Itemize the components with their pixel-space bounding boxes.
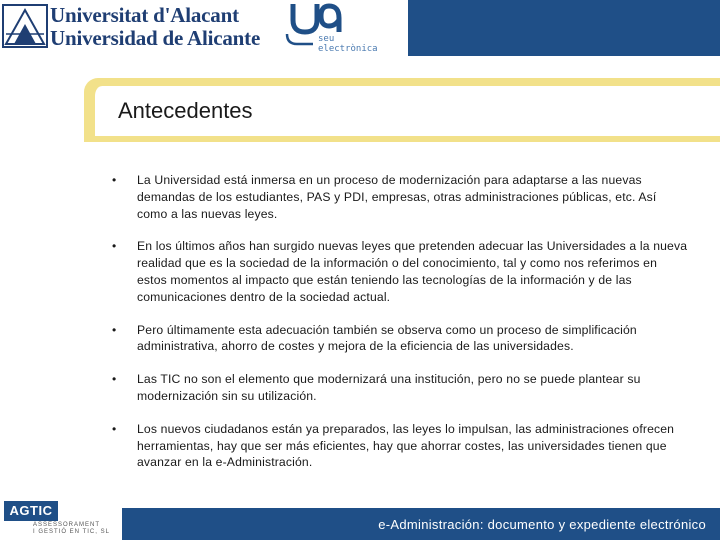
list-item-text: La Universidad está inmersa en un proceso de modernización para adaptarse a las nuevas demandas de los estudiantes, PAS y PDI, empresas, otras administraciones públicas, etc. Así como a las nuevas leyes. bbox=[137, 173, 657, 221]
list-item bbox=[112, 172, 688, 222]
list-item-text: Pero últimamente esta adecuación también se observa como un proceso de simplificación administrativa, ahorro de costes y mejora de la eficiencia de las universidades. bbox=[137, 322, 637, 354]
bullet-icon: • bbox=[112, 421, 117, 436]
agtic-subtext-line2: I GESTIÓ EN TIC, SL bbox=[33, 529, 110, 535]
list-item-text: Los nuevos ciudadanos están ya preparados, las leyes lo impulsan, las administraciones ofrecen herramientas, hay que ser más eficientes, hay que ahorrar costes, las universidades tienen que avanzar en la e-Administración. bbox=[137, 421, 675, 470]
bullet-icon: • bbox=[112, 173, 117, 187]
slide-title: Antecedentes bbox=[118, 98, 253, 123]
bullet-icon: • bbox=[112, 372, 117, 387]
sede-line1: seu bbox=[318, 34, 335, 44]
list-item bbox=[112, 238, 688, 305]
list-item bbox=[112, 421, 688, 471]
footer-band bbox=[122, 508, 720, 540]
university-name-line2: Universidad de Alicante bbox=[50, 26, 261, 50]
bullet-icon: • bbox=[112, 239, 117, 254]
header bbox=[0, 0, 720, 56]
list-item-text: Las TIC no son el elemento que modernizará una institución, pero no se puede plantear su modernización sin su utilización. bbox=[137, 372, 641, 403]
bullet-list bbox=[112, 172, 688, 487]
bullet-icon: • bbox=[112, 322, 117, 337]
university-logo-icon bbox=[2, 4, 48, 48]
list-item bbox=[112, 322, 688, 356]
header-band bbox=[408, 0, 720, 56]
university-name bbox=[50, 4, 260, 50]
sede-line2: electrònica bbox=[318, 44, 378, 54]
agtic-logo-subtext bbox=[33, 522, 110, 536]
list-item-text: En los últimos años han surgido nuevas leyes que pretenden adecuar las Universidades a la nueva realidad que es la sociedad de la información o del conocimiento, tal y como nos referimos en estos momentos al impacto que están teniendo las tecnologías de la información y de las comunicaciones dentro de la sociedad actual. bbox=[137, 239, 688, 304]
sede-electronica-label bbox=[318, 34, 378, 54]
university-name-line1: Universitat d'Alacant bbox=[50, 3, 239, 27]
list-item bbox=[112, 371, 688, 405]
agtic-logo: AGTIC bbox=[4, 501, 58, 521]
footer-caption: e-Administración: documento y expediente electrónico bbox=[378, 517, 706, 532]
agtic-subtext-line1: ASSESSORAMENT bbox=[33, 522, 101, 528]
